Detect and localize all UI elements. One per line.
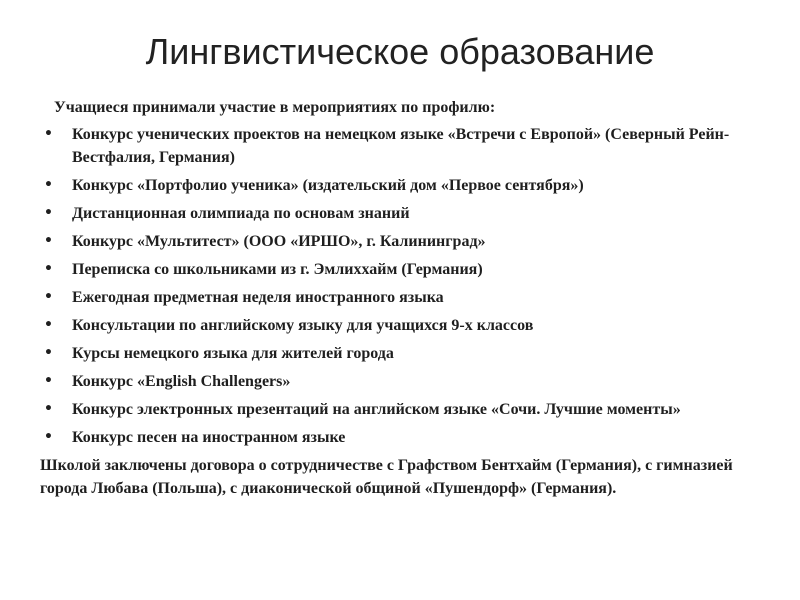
slide-title: Лингвистическое образование (145, 31, 655, 72)
list-item-text: Конкурс «English Challengers» (72, 373, 291, 390)
list-item (40, 342, 770, 365)
list-item (40, 426, 770, 449)
list-item-text: Консультации по английскому языку для учащихся 9-х классов (72, 317, 534, 334)
list-item (40, 370, 770, 393)
bullet-icon: • (44, 373, 53, 389)
list-item-text: Дистанционная олимпиада по основам знаний (72, 205, 410, 222)
list-item (40, 174, 770, 197)
bullet-icon: • (44, 205, 53, 221)
list-item (40, 398, 770, 421)
list-item (40, 230, 770, 253)
list-item-text: Конкурс песен на иностранном языке (72, 429, 346, 446)
bullet-icon: • (44, 289, 53, 305)
activity-list (40, 123, 770, 449)
list-item-text: Переписка со школьниками из г. Эмлиххайм (Германия) (72, 261, 483, 278)
list-item-text: Конкурс ученических проектов на немецком языке «Встречи с Европой» (Северный Рейн-Вестфалия, Германия) (72, 126, 730, 166)
slide-content (40, 96, 770, 500)
list-item-text: Конкурс «Мультитест» (ООО «ИРШО», г. Калининград» (72, 233, 486, 250)
list-item (40, 258, 770, 281)
list-item (40, 202, 770, 225)
bullet-icon: • (44, 233, 53, 249)
bullet-icon: • (44, 126, 53, 142)
list-item (40, 314, 770, 337)
outro-text: Школой заключены договора о сотрудничестве с Графством Бентхайм (Германия), с гимназией города Любава (Польша), с диаконической общиной «Пушендорф» (Германия). (40, 457, 733, 497)
intro-text: Учащиеся принимали участие в мероприятиях по профилю: (54, 99, 496, 116)
list-item-text: Конкурс «Портфолио ученика» (издательский дом «Первое сентября») (72, 177, 584, 194)
bullet-icon: • (44, 429, 53, 445)
bullet-icon: • (44, 401, 53, 417)
bullet-icon: • (44, 345, 53, 361)
list-item (40, 286, 770, 309)
list-item-text: Курсы немецкого языка для жителей города (72, 345, 394, 362)
bullet-icon: • (44, 177, 53, 193)
list-item-text: Конкурс электронных презентаций на английском языке «Сочи. Лучшие моменты» (72, 401, 681, 418)
list-item-text: Ежегодная предметная неделя иностранного языка (72, 289, 444, 306)
bullet-icon: • (44, 317, 53, 333)
list-item (40, 123, 770, 169)
bullet-icon: • (44, 261, 53, 277)
